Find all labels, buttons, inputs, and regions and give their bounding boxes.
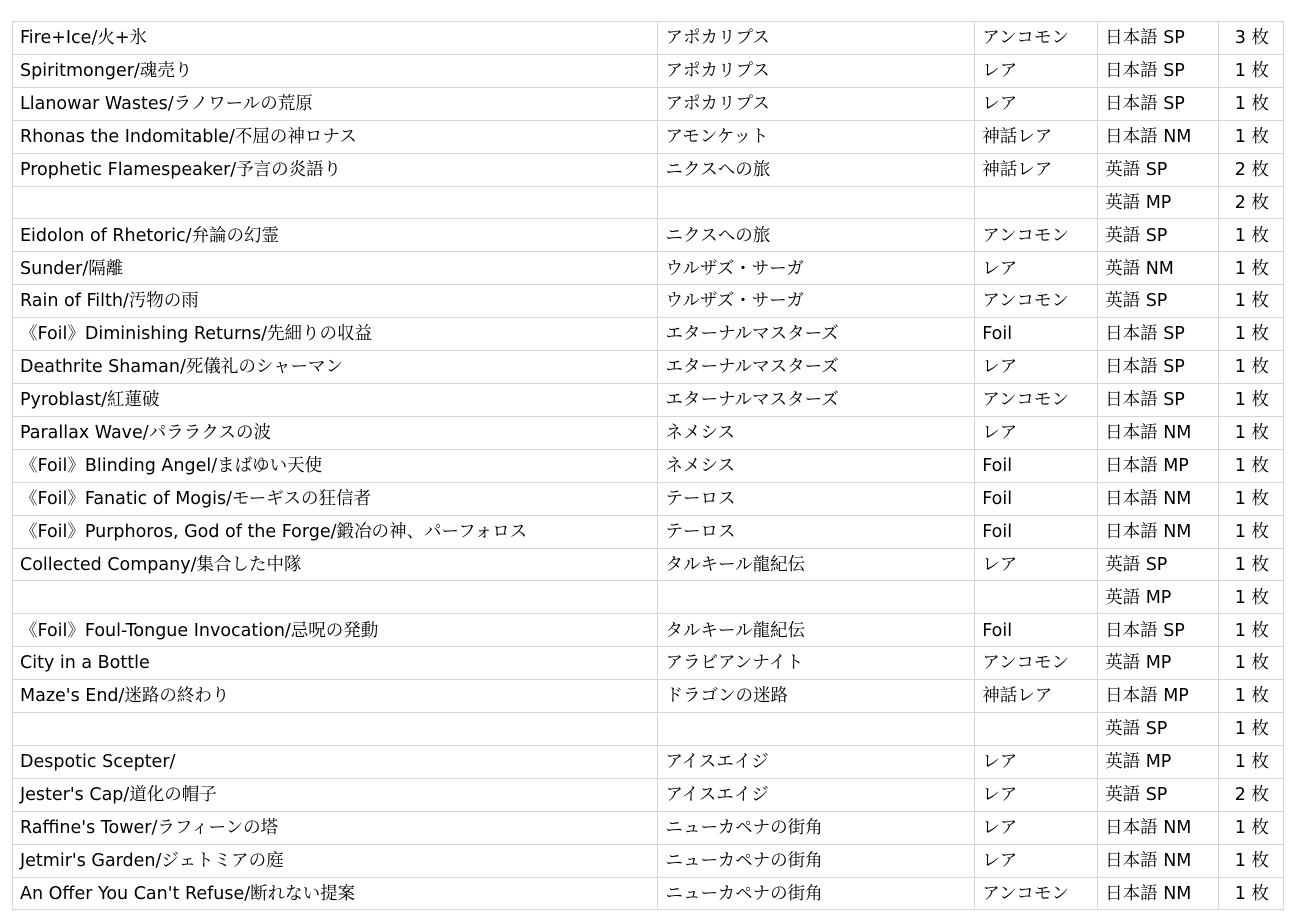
card-name-cell[interactable]: Despotic Scepter/ <box>13 746 658 779</box>
card-name-cell[interactable]: Jester's Cap/道化の帽子 <box>13 779 658 812</box>
condition-cell[interactable]: 日本語 SP <box>1098 614 1219 647</box>
card-name-cell[interactable]: Parallax Wave/パララクスの波 <box>13 417 658 450</box>
condition-cell[interactable]: 日本語 SP <box>1098 384 1219 417</box>
set-cell[interactable]: エターナルマスターズ <box>658 384 975 417</box>
table-row <box>13 22 1284 55</box>
table-row <box>13 713 1284 746</box>
rarity-cell[interactable]: 神話レア <box>975 154 1098 187</box>
table-row <box>13 121 1284 154</box>
quantity-cell[interactable]: 1 枚 <box>1219 614 1284 647</box>
condition-cell[interactable]: 日本語 NM <box>1098 516 1219 549</box>
table-row <box>13 779 1284 812</box>
set-cell[interactable]: テーロス <box>658 483 975 516</box>
card-name-cell[interactable]: Spiritmonger/魂売り <box>13 55 658 88</box>
set-cell[interactable]: ネメシス <box>658 417 975 450</box>
set-cell[interactable]: ネメシス <box>658 450 975 483</box>
set-cell[interactable]: ニクスへの旅 <box>658 154 975 187</box>
set-cell[interactable]: ドラゴンの迷路 <box>658 680 975 713</box>
rarity-cell[interactable]: 神話レア <box>975 680 1098 713</box>
condition-cell[interactable]: 日本語 NM <box>1098 483 1219 516</box>
set-cell[interactable]: ニューカペナの街角 <box>658 812 975 845</box>
quantity-cell[interactable]: 1 枚 <box>1219 483 1284 516</box>
condition-cell[interactable]: 日本語 MP <box>1098 450 1219 483</box>
table-row <box>13 581 1284 614</box>
condition-cell[interactable]: 英語 MP <box>1098 581 1219 614</box>
quantity-cell[interactable]: 2 枚 <box>1219 779 1284 812</box>
table-row <box>13 614 1284 647</box>
set-cell[interactable] <box>658 581 975 614</box>
quantity-cell[interactable]: 1 枚 <box>1219 417 1284 450</box>
condition-cell[interactable]: 英語 SP <box>1098 779 1219 812</box>
rarity-cell[interactable]: レア <box>975 351 1098 384</box>
set-cell[interactable]: ニューカペナの街角 <box>658 845 975 878</box>
condition-cell[interactable]: 日本語 MP <box>1098 680 1219 713</box>
rarity-cell[interactable]: レア <box>975 845 1098 878</box>
card-name-cell[interactable]: Llanowar Wastes/ラノワールの荒原 <box>13 88 658 121</box>
card-name-cell[interactable]: 《Foil》Foul-Tongue Invocation/忌呪の発動 <box>13 614 658 647</box>
rarity-cell[interactable]: レア <box>975 252 1098 285</box>
set-cell[interactable]: ウルザズ・サーガ <box>658 285 975 318</box>
set-cell[interactable]: アポカリプス <box>658 55 975 88</box>
table-row <box>13 318 1284 351</box>
quantity-cell[interactable]: 1 枚 <box>1219 55 1284 88</box>
rarity-cell[interactable] <box>975 713 1098 746</box>
set-cell[interactable]: タルキール龍紀伝 <box>658 549 975 582</box>
table-row <box>13 647 1284 680</box>
card-name-cell[interactable]: 《Foil》Purphoros, God of the Forge/鍛冶の神、パーフォロス <box>13 516 658 549</box>
rarity-cell[interactable]: アンコモン <box>975 647 1098 680</box>
condition-cell[interactable]: 英語 SP <box>1098 219 1219 252</box>
table-row <box>13 219 1284 252</box>
card-name-cell[interactable]: Deathrite Shaman/死儀礼のシャーマン <box>13 351 658 384</box>
condition-cell[interactable]: 英語 SP <box>1098 154 1219 187</box>
table-row <box>13 845 1284 878</box>
card-inventory-table <box>12 21 1284 910</box>
quantity-cell[interactable]: 1 枚 <box>1219 516 1284 549</box>
table-row <box>13 680 1284 713</box>
condition-cell[interactable]: 英語 SP <box>1098 713 1219 746</box>
table-row <box>13 417 1284 450</box>
rarity-cell[interactable]: アンコモン <box>975 285 1098 318</box>
condition-cell[interactable]: 英語 NM <box>1098 252 1219 285</box>
set-cell[interactable] <box>658 713 975 746</box>
set-cell[interactable]: ウルザズ・サーガ <box>658 252 975 285</box>
quantity-cell[interactable]: 2 枚 <box>1219 154 1284 187</box>
quantity-cell[interactable]: 1 枚 <box>1219 384 1284 417</box>
quantity-cell[interactable]: 1 枚 <box>1219 680 1284 713</box>
set-cell[interactable]: アポカリプス <box>658 22 975 55</box>
quantity-cell[interactable]: 1 枚 <box>1219 647 1284 680</box>
quantity-cell[interactable]: 1 枚 <box>1219 351 1284 384</box>
quantity-cell[interactable]: 1 枚 <box>1219 845 1284 878</box>
condition-cell[interactable]: 日本語 SP <box>1098 22 1219 55</box>
quantity-cell[interactable]: 1 枚 <box>1219 285 1284 318</box>
condition-cell[interactable]: 英語 SP <box>1098 549 1219 582</box>
set-cell[interactable]: アポカリプス <box>658 88 975 121</box>
rarity-cell[interactable]: アンコモン <box>975 878 1098 911</box>
set-cell[interactable]: テーロス <box>658 516 975 549</box>
rarity-cell[interactable]: レア <box>975 55 1098 88</box>
table-row <box>13 154 1284 187</box>
card-name-cell[interactable] <box>13 581 658 614</box>
card-name-cell[interactable]: Jetmir's Garden/ジェトミアの庭 <box>13 845 658 878</box>
quantity-cell[interactable]: 1 枚 <box>1219 549 1284 582</box>
rarity-cell[interactable] <box>975 581 1098 614</box>
card-name-cell[interactable]: 《Foil》Blinding Angel/まばゆい天使 <box>13 450 658 483</box>
rarity-cell[interactable]: レア <box>975 417 1098 450</box>
rarity-cell[interactable]: レア <box>975 812 1098 845</box>
condition-cell[interactable]: 日本語 SP <box>1098 351 1219 384</box>
table-row <box>13 187 1284 220</box>
condition-cell[interactable]: 日本語 SP <box>1098 318 1219 351</box>
rarity-cell[interactable]: Foil <box>975 483 1098 516</box>
quantity-cell[interactable]: 1 枚 <box>1219 318 1284 351</box>
quantity-cell[interactable]: 1 枚 <box>1219 581 1284 614</box>
rarity-cell[interactable]: レア <box>975 88 1098 121</box>
card-name-cell[interactable]: City in a Bottle <box>13 647 658 680</box>
table-row <box>13 812 1284 845</box>
set-cell[interactable]: エターナルマスターズ <box>658 318 975 351</box>
card-name-cell[interactable]: Raffine's Tower/ラフィーンの塔 <box>13 812 658 845</box>
rarity-cell[interactable]: レア <box>975 779 1098 812</box>
card-name-cell[interactable] <box>13 187 658 220</box>
quantity-cell[interactable]: 1 枚 <box>1219 450 1284 483</box>
quantity-cell[interactable]: 1 枚 <box>1219 812 1284 845</box>
card-name-cell[interactable]: Prophetic Flamespeaker/予言の炎語り <box>13 154 658 187</box>
quantity-cell[interactable]: 1 枚 <box>1219 746 1284 779</box>
quantity-cell[interactable]: 3 枚 <box>1219 22 1284 55</box>
table-row <box>13 450 1284 483</box>
set-cell[interactable]: ニクスへの旅 <box>658 219 975 252</box>
card-name-cell[interactable]: Pyroblast/紅蓮破 <box>13 384 658 417</box>
table-row <box>13 384 1284 417</box>
table-row <box>13 351 1284 384</box>
quantity-cell[interactable]: 2 枚 <box>1219 187 1284 220</box>
condition-cell[interactable]: 英語 MP <box>1098 746 1219 779</box>
quantity-cell[interactable]: 1 枚 <box>1219 88 1284 121</box>
condition-cell[interactable]: 日本語 SP <box>1098 55 1219 88</box>
condition-cell[interactable]: 日本語 SP <box>1098 88 1219 121</box>
set-cell[interactable]: アイスエイジ <box>658 779 975 812</box>
rarity-cell[interactable]: アンコモン <box>975 384 1098 417</box>
card-name-cell[interactable] <box>13 713 658 746</box>
rarity-cell[interactable]: 神話レア <box>975 121 1098 154</box>
rarity-cell[interactable]: Foil <box>975 516 1098 549</box>
condition-cell[interactable]: 日本語 NM <box>1098 845 1219 878</box>
set-cell[interactable]: アラビアンナイト <box>658 647 975 680</box>
table-row <box>13 252 1284 285</box>
card-name-cell[interactable]: 《Foil》Diminishing Returns/先細りの収益 <box>13 318 658 351</box>
table-row <box>13 285 1284 318</box>
condition-cell[interactable]: 日本語 NM <box>1098 878 1219 911</box>
card-name-cell[interactable]: Collected Company/集合した中隊 <box>13 549 658 582</box>
table-row <box>13 88 1284 121</box>
table-row <box>13 483 1284 516</box>
card-name-cell[interactable]: An Offer You Can't Refuse/断れない提案 <box>13 878 658 911</box>
condition-cell[interactable]: 英語 MP <box>1098 647 1219 680</box>
quantity-cell[interactable]: 1 枚 <box>1219 219 1284 252</box>
table-row <box>13 516 1284 549</box>
condition-cell[interactable]: 日本語 NM <box>1098 121 1219 154</box>
card-name-cell[interactable]: 《Foil》Fanatic of Mogis/モーギスの狂信者 <box>13 483 658 516</box>
quantity-cell[interactable]: 1 枚 <box>1219 121 1284 154</box>
rarity-cell[interactable]: レア <box>975 746 1098 779</box>
rarity-cell[interactable]: レア <box>975 549 1098 582</box>
rarity-cell[interactable]: Foil <box>975 318 1098 351</box>
set-cell[interactable]: アモンケット <box>658 121 975 154</box>
set-cell[interactable]: エターナルマスターズ <box>658 351 975 384</box>
rarity-cell[interactable]: Foil <box>975 450 1098 483</box>
rarity-cell[interactable]: Foil <box>975 614 1098 647</box>
set-cell[interactable]: ニューカペナの街角 <box>658 878 975 911</box>
card-name-cell[interactable]: Rain of Filth/汚物の雨 <box>13 285 658 318</box>
set-cell[interactable]: タルキール龍紀伝 <box>658 614 975 647</box>
table-row <box>13 878 1284 911</box>
card-name-cell[interactable]: Rhonas the Indomitable/不屈の神ロナス <box>13 121 658 154</box>
card-name-cell[interactable]: Sunder/隔離 <box>13 252 658 285</box>
condition-cell[interactable]: 日本語 NM <box>1098 417 1219 450</box>
condition-cell[interactable]: 英語 SP <box>1098 285 1219 318</box>
rarity-cell[interactable]: アンコモン <box>975 22 1098 55</box>
set-cell[interactable] <box>658 187 975 220</box>
card-name-cell[interactable]: Maze's End/迷路の終わり <box>13 680 658 713</box>
quantity-cell[interactable]: 1 枚 <box>1219 713 1284 746</box>
quantity-cell[interactable]: 1 枚 <box>1219 252 1284 285</box>
table-row <box>13 55 1284 88</box>
rarity-cell[interactable]: アンコモン <box>975 219 1098 252</box>
card-name-cell[interactable]: Fire+Ice/火+氷 <box>13 22 658 55</box>
set-cell[interactable]: アイスエイジ <box>658 746 975 779</box>
condition-cell[interactable]: 英語 MP <box>1098 187 1219 220</box>
condition-cell[interactable]: 日本語 NM <box>1098 812 1219 845</box>
table-row <box>13 746 1284 779</box>
quantity-cell[interactable]: 1 枚 <box>1219 878 1284 911</box>
card-name-cell[interactable]: Eidolon of Rhetoric/弁論の幻霊 <box>13 219 658 252</box>
table-row <box>13 549 1284 582</box>
rarity-cell[interactable] <box>975 187 1098 220</box>
